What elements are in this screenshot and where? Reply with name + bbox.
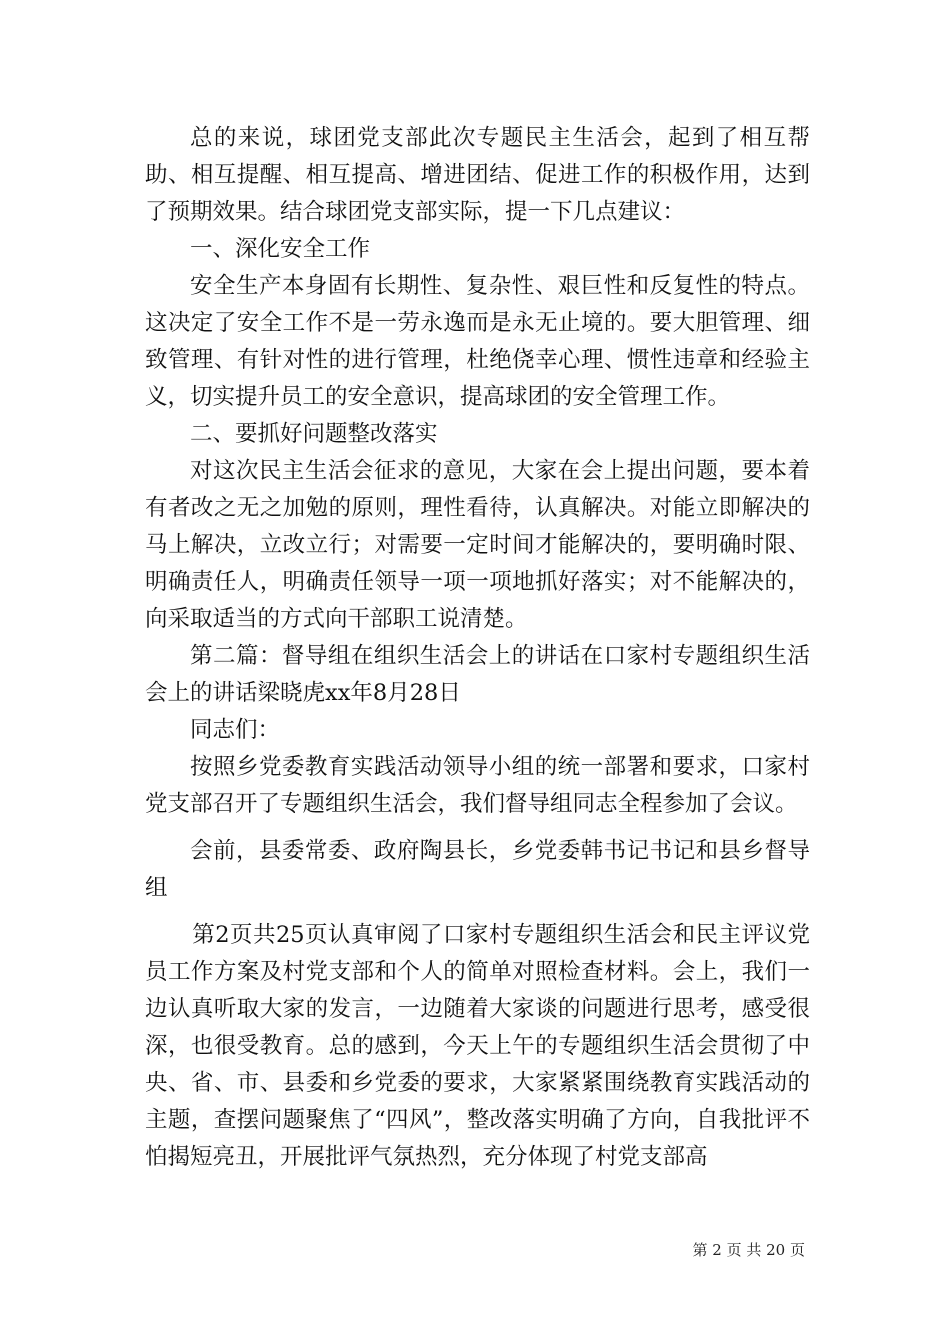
paragraph-before-meeting: 会前，县委常委、政府陶县长，乡党委韩书记书记和县乡督导组: [145, 838, 810, 901]
page-number-footer: 第 2 页 共 20 页: [692, 1241, 805, 1259]
paragraph-second-article-title: 第二篇：督导组在组织生活会上的讲话在口家村专题组织生活会上的讲话梁晓虎xx年8月28日: [145, 643, 810, 706]
document-body: [145, 120, 810, 1176]
salutation: 同志们：: [190, 717, 281, 743]
paragraph-summary: 总的来说，球团党支部此次专题民主生活会，起到了相互帮助、相互提醒、相互提高、增进团结、促进工作的积极作用，达到了预期效果。结合球团党支部实际，提一下几点建议：: [145, 125, 810, 225]
section-heading-safety: 一、深化安全工作: [190, 236, 371, 262]
paragraph-safety: 安全生产本身固有长期性、复杂性、艰巨性和反复性的特点。这决定了安全工作不是一劳永逸而是永无止境的。要大胆管理、细致管理、有针对性的进行管理，杜绝侥幸心理、惯性违章和经验主义，切实提升员工的安全意识，提高球团的安全管理工作。: [145, 273, 810, 410]
paragraph-arrangement: 按照乡党委教育实践活动领导小组的统一部署和要求，口家村党支部召开了专题组织生活会，我们督导组同志全程参加了会议。: [145, 754, 810, 817]
paragraph-rectification: 对这次民主生活会征求的意见，大家在会上提出问题，要本着有者改之无之加勉的原则，理性看待，认真解决。对能立即解决的马上解决，立改立行；对需要一定时间才能解决的，要明确时限、明确责任人，明确责任领导一项一项地抓好落实；对不能解决的，向采取适当的方式向干部职工说清楚。: [145, 458, 810, 632]
section-heading-rectification: 二、要抓好问题整改落实: [190, 421, 438, 447]
paragraph-review: 第2页共25页认真审阅了口家村专题组织生活会和民主评议党员工作方案及村党支部和个人的简单对照检查材料。会上，我们一边认真听取大家的发言，一边随着大家谈的问题进行思考，感受很深，也很受教育。总的感到，今天上午的专题组织生活会贯彻了中央、省、市、县委和乡党委的要求，大家紧紧围绕教育实践活动的主题，查摆问题聚焦了“四风”，整改落实明确了方向，自我批评不怕揭短亮丑，开展批评气氛热烈，充分体现了村党支部高: [145, 922, 810, 1170]
